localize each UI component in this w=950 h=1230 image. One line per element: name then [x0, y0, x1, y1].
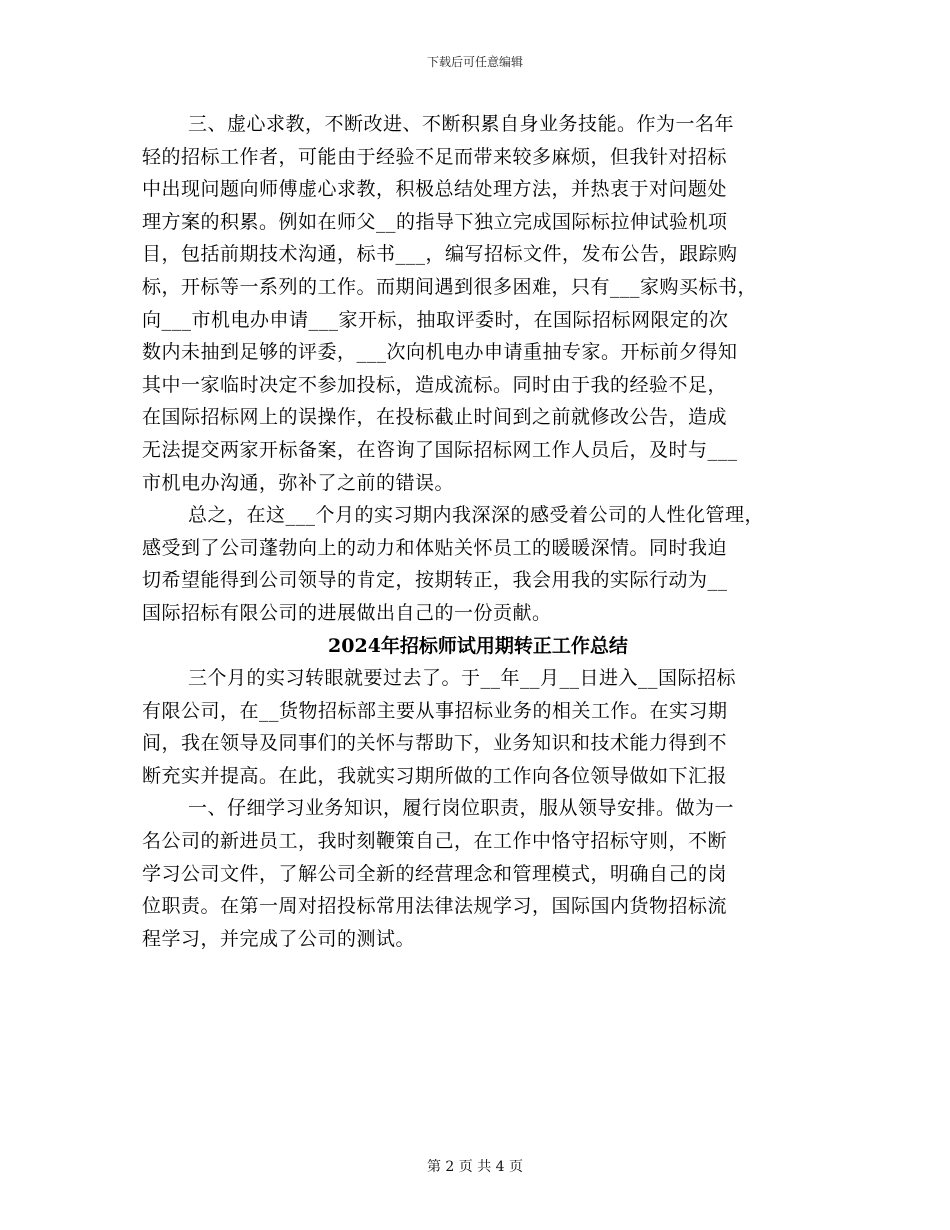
paragraph-conclusion	[142, 499, 810, 629]
text-line: 切希望能得到公司领导的肯定，按期转正，我会用我的实际行动为__	[142, 569, 728, 592]
text-line: 三、虚心求教，不断改进、不断积累自身业务技能。作为一名年	[188, 113, 735, 135]
text-line: 数内未抽到足够的评委，___次向机电办申请重抽专家。开标前夕得知	[142, 341, 738, 364]
text-line: 位职责。在第一周对招投标常用法律法规学习，国际国内货物招标流	[142, 895, 728, 918]
header-note: 下载后可任意编辑	[426, 55, 523, 69]
text-line: 理方案的积累。例如在师父__的指导下独立完成国际标拉伸试验机项	[142, 210, 728, 233]
page-footer	[0, 1158, 950, 1176]
text-line: 感受到了公司蓬勃向上的动力和体贴关怀员工的暖暖深情。同时我迫	[142, 536, 728, 559]
document-body	[142, 108, 810, 955]
text-line: 名公司的新进员工，我时刻鞭策自己，在工作中恪守招标守则，不断	[142, 830, 728, 853]
text-line: 轻的招标工作者，可能由于经验不足而带来较多麻烦，但我针对招标	[142, 145, 728, 168]
text-line: 向___市机电办申请___家开标，抽取评委时，在国际招标网限定的次	[142, 308, 729, 331]
text-line: 学习公司文件，了解公司全新的经营理念和管理模式，明确自己的岗	[142, 862, 728, 885]
paragraph-learning	[142, 108, 810, 499]
page-header	[0, 54, 950, 70]
text-line: 市机电办沟通，弥补了之前的错误。	[142, 471, 455, 494]
text-line: 国际招标有限公司的进展做出自己的一份贡献。	[142, 601, 552, 624]
text-line: 其中一家临时决定不参加投标，造成流标。同时由于我的经验不足，	[142, 373, 728, 396]
paragraph-intro	[142, 662, 810, 792]
text-line: 目，包括前期技术沟通，标书___，编写招标文件，发布公告，跟踪购	[142, 243, 738, 266]
page-number: 第 2 页 共 4 页	[426, 1159, 524, 1175]
text-line: 三个月的实习转眼就要过去了。于__年__月__日进入__国际招标	[188, 667, 737, 690]
text-line: 程学习，并完成了公司的测试。	[142, 927, 416, 950]
paragraph-study	[142, 792, 810, 955]
text-line: 间，我在领导及同事们的关怀与帮助下，业务知识和技术能力得到不	[142, 732, 728, 755]
text-line: 一、仔细学习业务知识，履行岗位职责，服从领导安排。做为一	[188, 797, 735, 820]
text-line: 中出现问题向师傅虚心求教，积极总结处理方法，并热衷于对问题处	[142, 178, 728, 201]
text-line: 无法提交两家开标备案，在咨询了国际招标网工作人员后，及时与___	[142, 438, 738, 461]
section-title: 2024年招标师试用期转正工作总结	[328, 634, 628, 657]
text-line: 断充实并提高。在此，我就实习期所做的工作向各位领导做如下汇报	[142, 764, 728, 787]
text-line: 在国际招标网上的误操作，在投标截止时间到之前就修改公告，造成	[142, 406, 728, 429]
text-line: 总之，在这___个月的实习期内我深深的感受着公司的人性化管理，	[188, 504, 765, 527]
text-line: 标，开标等一系列的工作。而期间遇到很多困难，只有___家购买标书，	[142, 275, 758, 298]
text-line: 有限公司，在__货物招标部主要从事招标业务的相关工作。在实习期	[142, 699, 728, 722]
